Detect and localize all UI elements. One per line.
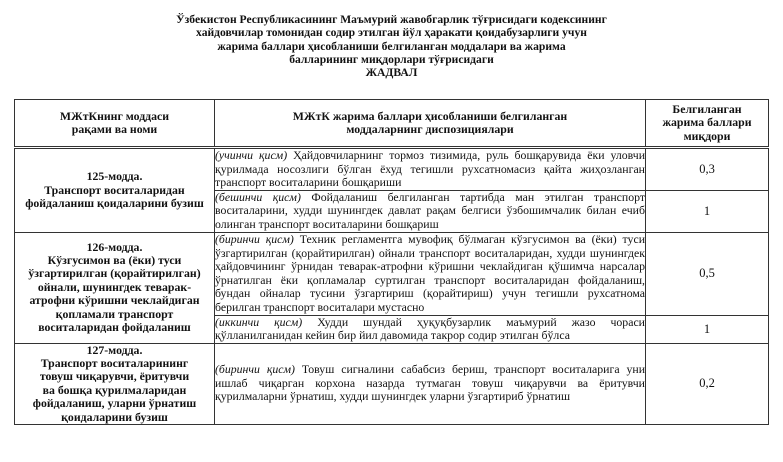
table-row [15, 232, 769, 315]
part-label: (бешинчи қисм) [215, 189, 301, 204]
disposition-cell [215, 232, 646, 315]
points-cell: 1 [646, 315, 769, 343]
disposition-text: Фойдаланиш белгиланган тартибда ман этилган транспорт воситаларини, худди шунингдек давлат рақам белгиси ўзбошимчалик билан ечиб олинган транспорт воситаларини бошқариш [215, 189, 646, 231]
title-line: жарима баллари ҳисобланиши белгиланган моддалари ва жарима [217, 39, 566, 53]
article-cell [15, 148, 215, 233]
header-row [15, 100, 769, 148]
disposition-cell [215, 315, 646, 343]
title-heading: ЖАДВАЛ [365, 66, 418, 80]
article-cell [15, 343, 215, 424]
penalty-points-table [14, 99, 769, 425]
part-label: (биринчи қисм) [215, 362, 295, 377]
disposition-cell [215, 190, 646, 232]
disposition-text: Ҳайдовчиларнинг тормоз тизимида, руль бошқарувида ёки уловчи қурилмада носозлиги бўлган ёхуд тегишли рухсатномасиз қайта жиҳозланган транспорт воситаларини бошқариши [215, 148, 646, 189]
disposition-cell [215, 343, 646, 424]
title-line: балларининг миқдорлари тўғрисидаги [289, 52, 494, 66]
document-title [0, 13, 783, 79]
header-text: моддаларнинг диспозициялари [346, 122, 514, 136]
header-text: жарима баллари [662, 115, 752, 130]
header-article [15, 100, 215, 148]
article-line: воситаларидан фойдаланиш [38, 320, 191, 335]
header-disposition [215, 100, 646, 148]
article-cell [15, 232, 215, 343]
article-line: Транспорт воситаларининг [40, 355, 189, 370]
header-text: Белгиланган [672, 101, 742, 116]
article-line: 125-модда. [86, 169, 143, 184]
article-line: ва бошқа қурилмаларидан [42, 382, 187, 397]
article-line: фойдаланиш, уларни ўрнатиш [32, 396, 197, 411]
part-label: (учинчи қисм) [215, 148, 288, 162]
article-line: Кўзгусимон ва (ёки) туси [47, 252, 182, 267]
article-line: товуш чиқарувчи, ёритувчи [39, 369, 190, 384]
header-points [646, 100, 769, 148]
article-line: 127-модда. [86, 342, 143, 357]
table-row [15, 343, 769, 424]
points-cell: 0,5 [646, 232, 769, 315]
article-line: ўзгартирилган (қорайтирилган) [28, 266, 201, 281]
article-line: 126-модда. [86, 239, 143, 254]
article-line: атрофни кўришни чеклайдиган [29, 293, 200, 308]
table-row [15, 148, 769, 191]
header-text: МЖтК жарима баллари ҳисобланиши белгиланган [292, 108, 568, 123]
header-text: МЖтКнинг моддаси [59, 108, 170, 123]
article-line: ойнали, шунингдек теварак- [37, 279, 192, 294]
part-label: (биринчи қисм) [215, 232, 294, 246]
title-line: Ўзбекистон Республикасининг Маъмурий жавобгарлик тўғрисидаги кодексининг [176, 13, 607, 26]
title-line: хайдовчилар томонидан содир этилган йўл ҳаракати қоидабузарлиги учун [196, 26, 587, 40]
article-line: қоидаларини бузиш [61, 409, 168, 424]
article-line: Транспорт воситаларидан [44, 182, 185, 197]
points-cell: 1 [646, 190, 769, 232]
disposition-text: Техник регламентга мувофиқ бўлмаган кўзгусимон ва (ёки) туси ўзгартирилган (қорайтирилган) ойнали транспорт воситаларидан, худди шунингдек ҳайдовчининг ўрнидан теварак-атрофни кўришни чеклайдиган қўшимча нарсалар ўрнатилган ёки қопламалар суртилган транспорт воситаларидан фойдаланиш, бундан ойналар тусини ўзгартириш (қорайтириш) учун тегишли рухсатнома берилган транспорт воситалари мустасно [215, 232, 646, 314]
article-line: фойдаланиш қоидаларини бузиш [25, 195, 204, 210]
header-text: рақами ва номи [71, 122, 158, 136]
disposition-text: Товуш сигналини сабабсиз бериш, транспорт воситаларига уни ишлаб чиқарган корхона назарда тутмаган товуш чиқарувчи ва ёритувчи қурилмаларни ўрнатиш, худди шунингдек уларни ўзгартириб ўрнатиш [215, 362, 646, 404]
disposition-text: Худди шундай ҳуқуқбузарлик маъмурий жазо чораси қўлланилганидан кейин бир йил давомида такрор содир этилган бўлса [215, 314, 645, 342]
article-line: қопламали транспорт [55, 306, 174, 321]
part-label: (иккинчи қисм) [215, 314, 303, 329]
points-cell: 0,3 [646, 148, 769, 191]
points-cell: 0,2 [646, 343, 769, 424]
header-text: миқдори [683, 128, 731, 143]
disposition-cell [215, 148, 646, 191]
